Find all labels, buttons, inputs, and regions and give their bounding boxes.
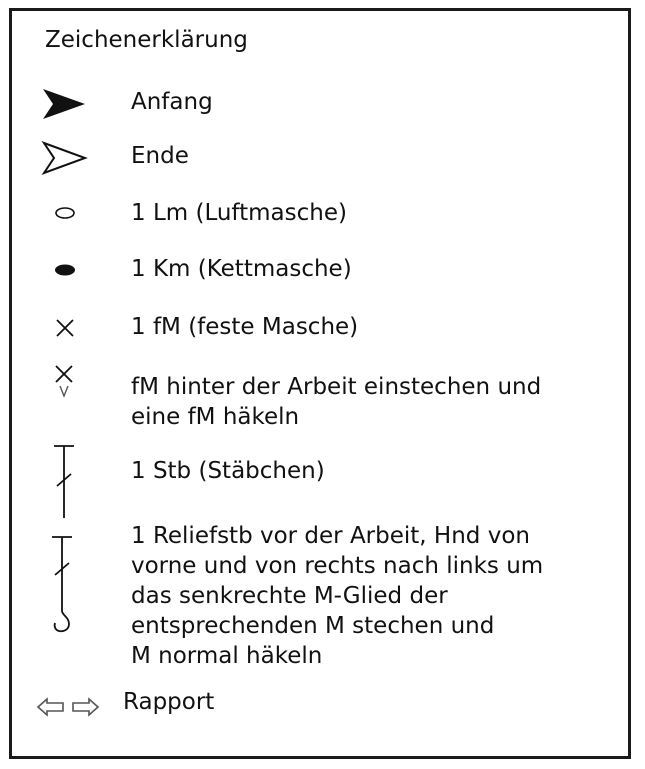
legend-label-relief-1: 1 Reliefstb vor der Arbeit, Hnd von	[131, 523, 530, 549]
repeat-arrows-icon	[36, 696, 100, 718]
relief-double-crochet-icon	[47, 535, 79, 635]
filled-arrowhead-icon	[41, 87, 87, 121]
filled-oval-icon	[53, 263, 77, 277]
legend-label-ende: Ende	[131, 143, 189, 169]
open-oval-icon	[53, 206, 77, 220]
legend-label-staebchen: 1 Stb (Stäbchen)	[131, 458, 325, 484]
legend-label-hinter-1: fM hinter der Arbeit einstechen und	[131, 374, 542, 400]
legend-title: Zeichenerklärung	[45, 27, 248, 53]
outline-arrowhead-icon	[41, 140, 89, 176]
legend-label-relief-5: M normal häkeln	[131, 643, 323, 669]
cross-with-v-icon	[53, 364, 75, 400]
legend-label-rapport: Rapport	[123, 689, 215, 715]
double-crochet-icon	[50, 444, 78, 520]
legend-label-kettmasche: 1 Km (Kettmasche)	[131, 256, 352, 282]
legend-label-relief-3: das senkrechte M-Glied der	[131, 583, 448, 609]
legend-label-hinter-2: eine fM häkeln	[131, 404, 300, 430]
legend-label-luftmasche: 1 Lm (Luftmasche)	[131, 200, 347, 226]
legend-label-relief-4: entsprechenden M stechen und	[131, 613, 495, 639]
legend-label-feste-masche: 1 fM (feste Masche)	[131, 314, 359, 340]
cross-icon	[55, 318, 75, 338]
legend-label-anfang: Anfang	[131, 89, 213, 115]
legend-label-relief-2: vorne und von rechts nach links um	[131, 553, 544, 579]
